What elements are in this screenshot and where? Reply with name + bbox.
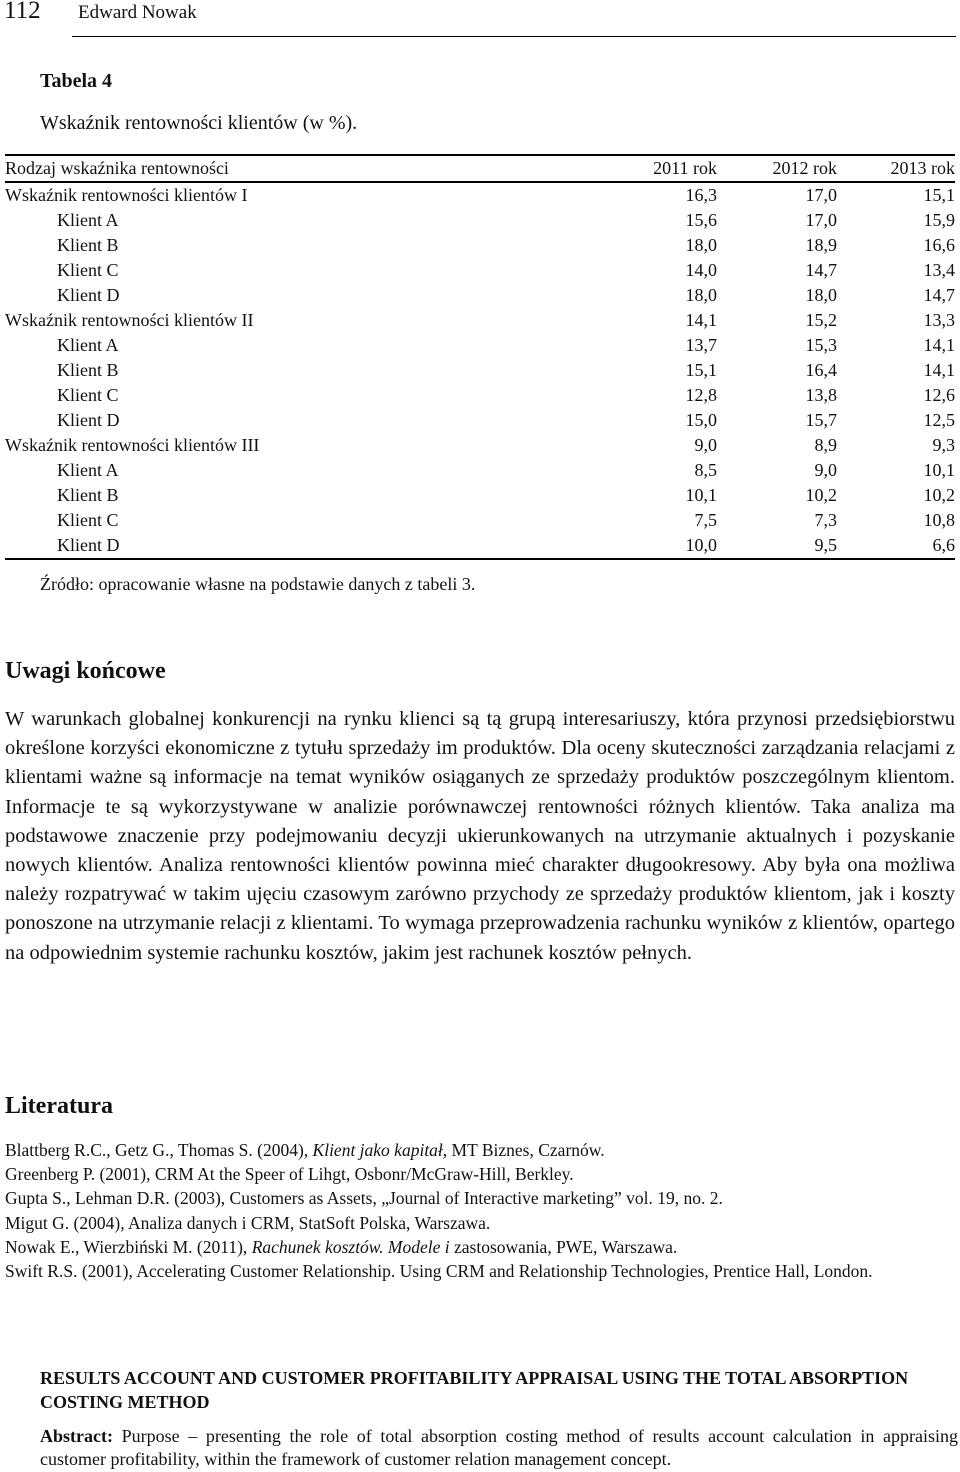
table-row xyxy=(5,458,955,483)
value-2013: 14,1 xyxy=(923,335,955,355)
row-label: Klient A xyxy=(57,335,119,355)
row-label: Klient A xyxy=(57,210,119,230)
table-source: Źródło: opracowanie własne na podstawie danych z tabeli 3. xyxy=(40,574,476,594)
value-2011: 10,0 xyxy=(685,535,717,555)
table-row xyxy=(5,233,955,258)
value-2012: 16,4 xyxy=(805,360,837,380)
reference-pre: Gupta S., Lehman D.R. (2003), Customers as Assets, „Journal of Interactive marketing” vol. 19, no. 2. xyxy=(5,1188,723,1209)
value-2013: 15,1 xyxy=(923,185,955,205)
row-label: Klient B xyxy=(57,235,119,255)
value-2012: 9,5 xyxy=(814,535,837,555)
reference-pre: Swift R.S. (2001), Accelerating Customer Relationship. Using CRM and Relationship Technologies, Prentice Hall, London. xyxy=(5,1261,873,1282)
value-2012: 15,3 xyxy=(805,335,837,355)
reference-item xyxy=(5,1186,960,1210)
value-2011: 16,3 xyxy=(685,185,717,205)
value-2011: 13,7 xyxy=(685,335,717,355)
value-2011: 18,0 xyxy=(685,235,717,255)
table-row xyxy=(5,358,955,383)
row-label: Klient D xyxy=(57,410,120,430)
page-number: 112 xyxy=(4,0,41,24)
section-heading-literature: Literatura xyxy=(5,1093,113,1119)
table-row xyxy=(5,408,955,433)
value-2011: 9,0 xyxy=(694,435,717,455)
profitability-table xyxy=(5,154,955,560)
value-2011: 12,8 xyxy=(685,385,717,405)
value-2012: 17,0 xyxy=(805,210,837,230)
column-header: Rodzaj wskaźnika rentowności xyxy=(5,158,229,178)
row-label: Wskaźnik rentowności klientów III xyxy=(5,435,260,455)
value-2013: 14,7 xyxy=(923,285,955,305)
row-label: Klient C xyxy=(57,510,119,530)
value-2011: 7,5 xyxy=(694,510,717,530)
value-2011: 15,1 xyxy=(685,360,717,380)
value-2012: 17,0 xyxy=(805,185,837,205)
table-row xyxy=(5,433,955,458)
reference-list xyxy=(5,1138,960,1283)
table-header-row xyxy=(5,155,955,182)
reference-pre: Blattberg R.C., Getz G., Thomas S. (2004), xyxy=(5,1140,313,1160)
value-2012: 8,9 xyxy=(814,435,837,455)
reference-item xyxy=(5,1259,960,1283)
table-row xyxy=(5,508,955,533)
value-2012: 7,3 xyxy=(814,510,837,530)
conclusions-paragraph: W warunkach globalnej konkurencji na rynku klienci są tą grupą interesariuszy, która przynosi przedsiębiorstwu określone korzyści ekonomiczne z tytułu sprzedaży im produktów. Dla oceny skuteczności zarządzania relacjami z klientami ważne są informacje na temat wyników osiąganych ze sprzedaży produktów poszczególnym klientom. Informacje te są wykorzystywane w analizie porównawczej rentowności różnych klientów. Taka analiza ma podstawowe znaczenie przy podejmowaniu decyzji ukierunkowanych na utrzymanie aktualnych i pozyskanie nowych klientów. Analiza rentowności klientów powinna mieć charakter długookresowy. Aby była ona możliwa należy rozpatrywać w takim ujęciu czasowym zarówno przychody ze sprzedaży produktów klientom, jak i koszty ponoszone na utrzymanie relacji z klientami. To wymaga przeprowadzenia rachunku wyników z klientów, opartego na odpowiednim systemie rachunku kosztów, jakim jest rachunek kosztów pełnych. xyxy=(5,708,955,964)
table-row xyxy=(5,333,955,358)
reference-pre: Greenberg P. (2001), CRM At the Speer of Lihgt, Osbonr/McGraw-Hill, Berkley. xyxy=(5,1164,574,1185)
value-2012: 14,7 xyxy=(805,260,837,280)
value-2011: 15,6 xyxy=(685,210,717,230)
row-label: Klient D xyxy=(57,535,120,555)
reference-item xyxy=(5,1162,960,1186)
value-2012: 10,2 xyxy=(805,485,837,505)
value-2012: 13,8 xyxy=(805,385,837,405)
value-2013: 12,6 xyxy=(923,385,955,405)
row-label: Wskaźnik rentowności klientów II xyxy=(5,310,254,330)
value-2013: 12,5 xyxy=(923,410,955,430)
row-label: Klient C xyxy=(57,260,119,280)
table-row xyxy=(5,483,955,508)
column-header: 2011 rok xyxy=(653,158,717,178)
reference-item xyxy=(5,1138,960,1162)
running-author: Edward Nowak xyxy=(78,2,197,23)
reference-pre: Nowak E., Wierzbiński M. (2011), xyxy=(5,1236,252,1257)
table-label: Tabela 4 xyxy=(40,70,113,92)
reference-italic: Rachunek kosztów. Modele i xyxy=(251,1236,450,1257)
value-2013: 16,6 xyxy=(923,235,955,255)
column-header: 2013 rok xyxy=(890,158,955,178)
reference-italic: Klient jako kapitał xyxy=(312,1140,443,1160)
table-row xyxy=(5,182,955,208)
table-title: Wskaźnik rentowności klientów (w %). xyxy=(40,112,358,134)
table-row xyxy=(5,258,955,283)
section-heading-conclusions: Uwagi końcowe xyxy=(5,658,166,684)
value-2011: 14,1 xyxy=(685,310,717,330)
value-2011: 8,5 xyxy=(694,460,717,480)
reference-pre: Migut G. (2004), Analiza danych i CRM, StatSoft Polska, Warszawa. xyxy=(5,1212,491,1233)
table-row xyxy=(5,383,955,408)
value-2011: 15,0 xyxy=(685,410,717,430)
value-2012: 9,0 xyxy=(814,460,837,480)
table-body xyxy=(5,182,955,559)
value-2013: 14,1 xyxy=(923,360,955,380)
row-label: Klient C xyxy=(57,385,119,405)
abstract-paragraph xyxy=(40,1425,958,1471)
value-2011: 18,0 xyxy=(685,285,717,305)
abstract-label: Abstract: xyxy=(40,1426,113,1446)
value-2013: 10,8 xyxy=(923,510,955,530)
reference-post: zastosowania, PWE, Warszawa. xyxy=(449,1236,678,1257)
value-2013: 10,1 xyxy=(923,460,955,480)
value-2013: 13,4 xyxy=(923,260,955,280)
column-header: 2012 rok xyxy=(772,158,837,178)
value-2013: 13,3 xyxy=(923,310,955,330)
table-row xyxy=(5,208,955,233)
abstract-title: RESULTS ACCOUNT AND CUSTOMER PROFITABILITY APPRAISAL USING THE TOTAL ABSORPTION COSTING METHOD xyxy=(40,1368,909,1412)
value-2012: 15,2 xyxy=(805,310,837,330)
header-rule xyxy=(72,36,956,37)
value-2012: 15,7 xyxy=(805,410,837,430)
row-label: Klient B xyxy=(57,485,119,505)
table-row xyxy=(5,533,955,559)
value-2011: 14,0 xyxy=(685,260,717,280)
value-2012: 18,0 xyxy=(805,285,837,305)
reference-item xyxy=(5,1211,960,1235)
value-2013: 6,6 xyxy=(932,535,955,555)
value-2012: 18,9 xyxy=(805,235,837,255)
abstract-text: Purpose – presenting the role of total absorption costing method of results account calculation in appraising customer profitability, within the framework of customer relation management concept. xyxy=(40,1426,958,1469)
page-header xyxy=(0,0,960,38)
table-row xyxy=(5,283,955,308)
value-2013: 10,2 xyxy=(923,485,955,505)
value-2013: 15,9 xyxy=(923,210,955,230)
row-label: Klient D xyxy=(57,285,120,305)
row-label: Klient B xyxy=(57,360,119,380)
value-2011: 10,1 xyxy=(685,485,717,505)
table-row xyxy=(5,308,955,333)
reference-item xyxy=(5,1235,960,1259)
row-label: Klient A xyxy=(57,460,119,480)
reference-post: , MT Biznes, Czarnów. xyxy=(442,1140,605,1160)
row-label: Wskaźnik rentowności klientów I xyxy=(5,185,248,205)
value-2013: 9,3 xyxy=(932,435,955,455)
